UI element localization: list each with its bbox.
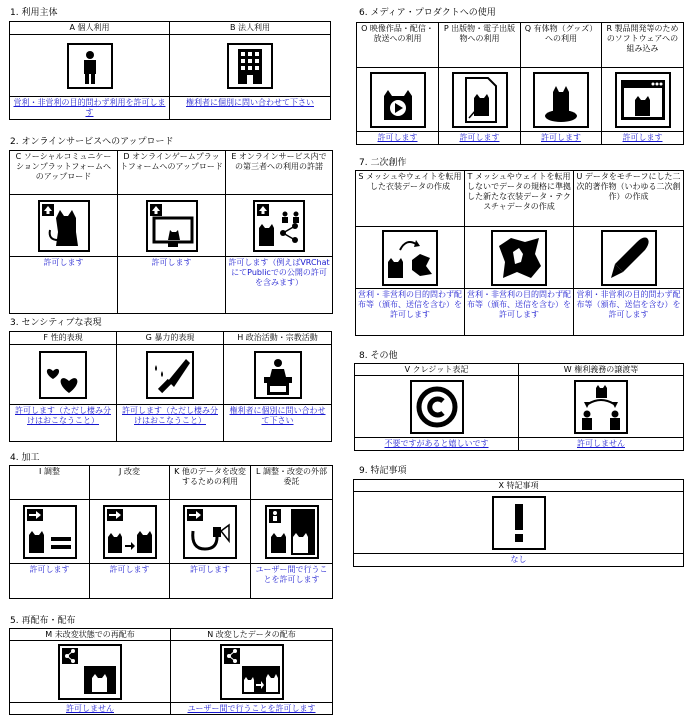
cell-m bbox=[10, 629, 171, 714]
header-a: A 個人利用 bbox=[10, 22, 169, 35]
copyright-icon bbox=[410, 380, 464, 434]
value-j: 許可します bbox=[109, 565, 150, 574]
upload-monitor-icon bbox=[146, 200, 198, 252]
section-1-table bbox=[9, 21, 331, 120]
icon-box-f bbox=[10, 345, 116, 405]
cell-t bbox=[465, 171, 574, 335]
section-6-table bbox=[356, 22, 684, 145]
header-f: F 性的表現 bbox=[10, 332, 116, 345]
value-n: ユーザー間で行うことを許可します bbox=[187, 704, 316, 713]
header-q: Q 有体物（グッズ）への利用 bbox=[521, 23, 601, 68]
cell-b bbox=[170, 22, 330, 119]
header-b: B 法人利用 bbox=[170, 22, 330, 35]
cell-x bbox=[354, 480, 683, 566]
section-9-title: 9. 特記事項 bbox=[359, 466, 407, 476]
icon-box-n bbox=[171, 641, 332, 703]
section-7-table bbox=[355, 170, 684, 336]
header-n: N 改変したデータの配布 bbox=[171, 629, 332, 641]
podium-icon bbox=[254, 351, 302, 399]
header-k: K 他のデータを改変するための利用 bbox=[170, 466, 250, 500]
transfer-icon bbox=[574, 380, 628, 434]
outsource-icon bbox=[265, 505, 319, 559]
icon-box-m bbox=[10, 641, 170, 703]
cell-f bbox=[10, 332, 117, 441]
icon-box-i bbox=[10, 500, 89, 564]
value-p: 許可します bbox=[459, 133, 500, 142]
header-h: H 政治活動・宗教活動 bbox=[224, 332, 331, 345]
value-i: 許可します bbox=[29, 565, 70, 574]
person-icon bbox=[67, 43, 113, 89]
hose-icon bbox=[183, 505, 237, 559]
section-4-table bbox=[9, 465, 333, 599]
icon-box-p bbox=[439, 68, 520, 132]
cell-k bbox=[170, 466, 251, 598]
value-v: 不要ですがあると嬉しいです bbox=[384, 439, 489, 448]
header-s: S メッシュやウェイトを転用した衣装データの作成 bbox=[356, 171, 464, 227]
section-5-title: 5. 再配布・配布 bbox=[10, 616, 76, 626]
icon-box-k bbox=[170, 500, 250, 564]
header-p: P 出版物・電子出版物への利用 bbox=[439, 23, 520, 68]
header-d: D オンラインゲームプラットフォームへのアップロード bbox=[118, 151, 225, 195]
icon-box-r bbox=[602, 68, 683, 132]
value-m: 許可しません bbox=[66, 704, 114, 713]
value-h: 権利者に個別に問い合わせて下さい bbox=[229, 406, 326, 425]
section-8-title: 8. その他 bbox=[359, 351, 398, 361]
header-r: R 製品開発等のためのソフトウェアへの組み込み bbox=[602, 23, 683, 68]
upload-share-icon bbox=[253, 200, 305, 252]
cell-r bbox=[602, 23, 683, 144]
icon-box-a bbox=[10, 35, 169, 97]
value-t: 営利・非営利の目的問わず配布等（頒布、送信を含む）を許可します bbox=[467, 290, 571, 319]
cell-e bbox=[226, 151, 332, 313]
cell-u bbox=[574, 171, 683, 335]
building-icon bbox=[227, 43, 273, 89]
cell-s bbox=[356, 171, 465, 335]
section-3-table bbox=[9, 331, 332, 442]
icon-box-x bbox=[354, 492, 683, 554]
icon-box-c bbox=[10, 195, 117, 257]
section-2-title: 2. オンラインサービスへのアップロード bbox=[10, 137, 174, 147]
value-k: 許可します bbox=[190, 565, 230, 574]
icon-box-d bbox=[118, 195, 225, 257]
header-o: O 映像作品・配信・放送への利用 bbox=[357, 23, 438, 68]
header-g: G 暴力的表現 bbox=[117, 332, 223, 345]
icon-box-u bbox=[574, 227, 683, 289]
cell-n bbox=[171, 629, 332, 714]
value-f: 許可します（ただし棲み分けはおこなうこと） bbox=[15, 406, 111, 425]
icon-box-w bbox=[519, 376, 683, 438]
value-a: 営利・非営利の目的問わず利用を許可します bbox=[13, 98, 166, 117]
cell-v bbox=[355, 364, 519, 450]
header-j: J 改変 bbox=[90, 466, 169, 500]
pen-icon bbox=[601, 230, 657, 286]
icon-box-b bbox=[170, 35, 330, 97]
section-8-table bbox=[354, 363, 684, 451]
cell-g bbox=[117, 332, 224, 441]
value-w: 許可しません bbox=[577, 439, 625, 448]
value-s: 営利・非営利の目的問わず配布等（頒布、送信を含む）を許可します bbox=[358, 290, 462, 319]
value-l: ユーザー間で行うことを許可します bbox=[255, 565, 328, 584]
value-e: 許可します（例えばVRChatにてPublicでの公開の許可を含みます） bbox=[228, 258, 330, 287]
upload-person-icon bbox=[38, 200, 90, 252]
icon-box-e bbox=[226, 195, 332, 257]
costume-icon bbox=[382, 230, 438, 286]
cell-l bbox=[251, 466, 332, 598]
cell-q bbox=[521, 23, 602, 144]
header-v: V クレジット表記 bbox=[355, 364, 518, 376]
cell-i bbox=[10, 466, 90, 598]
knife-icon bbox=[146, 351, 194, 399]
section-6-title: 6. メディア・プロダクトへの使用 bbox=[359, 8, 496, 18]
header-e: E オンラインサービス内での第三者への利用の許諾 bbox=[226, 151, 332, 195]
header-m: M 未改変状態での再配布 bbox=[10, 629, 170, 641]
figure-icon bbox=[533, 72, 589, 128]
exclamation-icon bbox=[492, 496, 546, 550]
header-l: L 調整・改変の外部委託 bbox=[251, 466, 332, 500]
publication-icon bbox=[452, 72, 508, 128]
modify-icon bbox=[103, 505, 157, 559]
cell-p bbox=[439, 23, 521, 144]
icon-box-j bbox=[90, 500, 169, 564]
value-r: 許可します bbox=[622, 133, 663, 142]
header-t: T メッシュやウェイトを転用しないでデータの規格に準拠した新たな衣装データ・テクスチャデータの作成 bbox=[465, 171, 573, 227]
software-icon bbox=[615, 72, 671, 128]
section-3-title: 3. センシティブな表現 bbox=[10, 318, 102, 328]
section-4-title: 4. 加工 bbox=[10, 453, 40, 463]
header-x: X 特記事項 bbox=[354, 480, 683, 492]
value-u: 営利・非営利の目的問わず配布等（頒布、送信を含む）を許可します bbox=[576, 290, 681, 319]
video-icon bbox=[370, 72, 426, 128]
cell-h bbox=[224, 332, 331, 441]
section-1-title: 1. 利用主体 bbox=[10, 8, 58, 18]
value-c: 許可します bbox=[43, 258, 84, 267]
hearts-icon bbox=[39, 351, 87, 399]
icon-box-h bbox=[224, 345, 331, 405]
share-person-icon bbox=[58, 644, 122, 700]
section-5-table bbox=[9, 628, 333, 715]
header-u: U データをモチーフにした二次的著作物（いわゆる二次創作）の作成 bbox=[574, 171, 683, 227]
share-modified-icon bbox=[220, 644, 284, 700]
cloth-icon bbox=[491, 230, 547, 286]
section-2-table bbox=[9, 150, 333, 314]
icon-box-l bbox=[251, 500, 332, 564]
icon-box-s bbox=[356, 227, 464, 289]
value-g: 許可します（ただし棲み分けはおこなうこと） bbox=[122, 406, 218, 425]
value-x: なし bbox=[510, 555, 527, 564]
cell-o bbox=[357, 23, 439, 144]
icon-box-q bbox=[521, 68, 601, 132]
value-q: 許可します bbox=[541, 133, 581, 142]
header-i: I 調整 bbox=[10, 466, 89, 500]
icon-box-v bbox=[355, 376, 518, 438]
cell-d bbox=[118, 151, 226, 313]
icon-box-t bbox=[465, 227, 573, 289]
cell-w bbox=[519, 364, 683, 450]
icon-box-g bbox=[117, 345, 223, 405]
header-w: W 権利義務の譲渡等 bbox=[519, 364, 683, 376]
section-9-table bbox=[353, 479, 684, 567]
cell-c bbox=[10, 151, 118, 313]
adjust-icon bbox=[23, 505, 77, 559]
value-d: 許可します bbox=[151, 258, 192, 267]
cell-j bbox=[90, 466, 170, 598]
value-o: 許可します bbox=[377, 133, 418, 142]
value-b: 権利者に個別に問い合わせて下さい bbox=[186, 98, 314, 107]
cell-a bbox=[10, 22, 170, 119]
icon-box-o bbox=[357, 68, 438, 132]
header-c: C ソーシャルコミュニケーションプラットフォームへのアップロード bbox=[10, 151, 117, 195]
section-7-title: 7. 二次創作 bbox=[359, 158, 407, 168]
